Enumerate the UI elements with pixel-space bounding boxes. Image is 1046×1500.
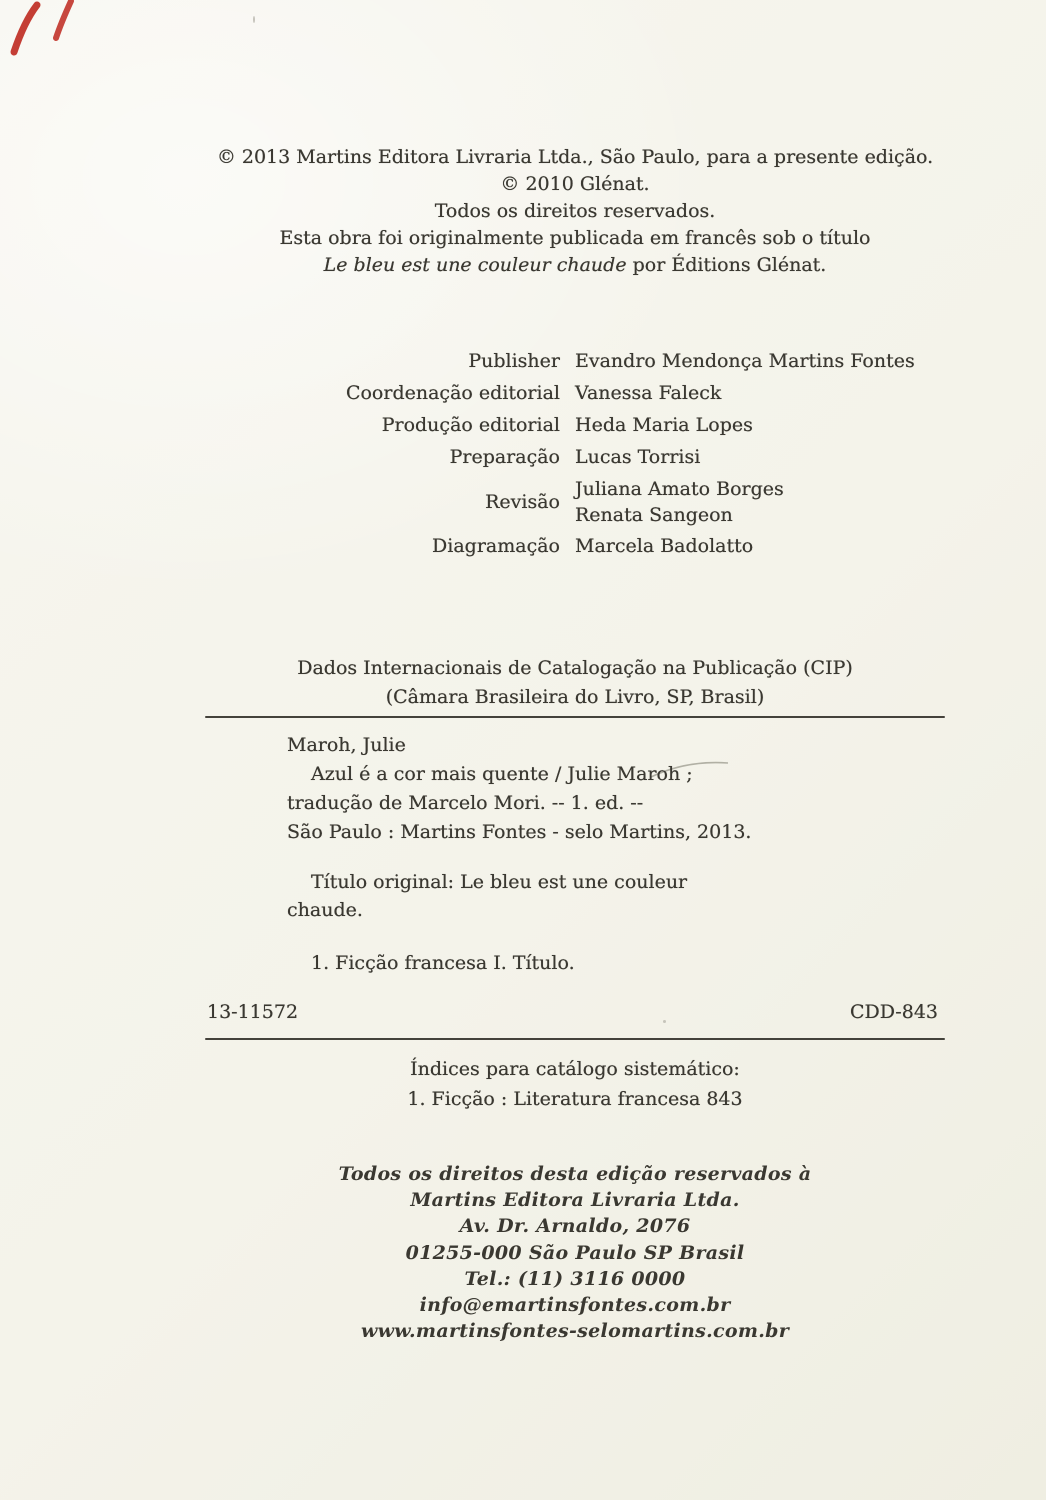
credit-value: Lucas Torrisi bbox=[575, 446, 701, 468]
imprint-line: Todos os direitos desta edição reservados à bbox=[338, 1163, 812, 1185]
copyright-line: © 2013 Martins Editora Livraria Ltda., São Paulo, para a presente edição. bbox=[216, 146, 934, 168]
credit-row bbox=[205, 348, 945, 375]
original-title-french: Le bleu est une couleur chaude bbox=[323, 254, 627, 276]
credit-row bbox=[205, 380, 945, 407]
credit-value: Juliana Amato Borges bbox=[575, 478, 784, 500]
catalog-entry-line: Maroh, Julie bbox=[287, 734, 406, 756]
credit-value: Vanessa Faleck bbox=[575, 382, 722, 404]
red-ink-mark bbox=[0, 0, 95, 62]
record-row bbox=[207, 999, 938, 1026]
catalog-entry-line: São Paulo : Martins Fontes - selo Martins, 2013. bbox=[287, 821, 752, 843]
credit-value: Renata Sangeon bbox=[575, 504, 733, 526]
catalog-original-title bbox=[287, 868, 827, 924]
credits-block bbox=[205, 348, 945, 565]
horizontal-rule bbox=[205, 716, 945, 718]
imprint-line: 01255-000 São Paulo SP Brasil bbox=[405, 1241, 745, 1264]
catalog-subject bbox=[287, 949, 827, 977]
credit-value: Marcela Badolatto bbox=[575, 535, 754, 557]
index-entry: 1. Ficção : Literatura francesa 843 bbox=[407, 1088, 743, 1110]
catalog-entry-line: tradução de Marcelo Mori. -- 1. ed. -- bbox=[287, 792, 644, 814]
imprint-email: info@emartinsfontes.com.br bbox=[419, 1294, 731, 1317]
credit-label: Diagramação bbox=[432, 535, 560, 557]
copyright-line: Todos os direitos reservados. bbox=[434, 200, 716, 222]
imprint-line: Av. Dr. Arnaldo, 2076 bbox=[459, 1215, 691, 1238]
copyright-block bbox=[205, 144, 945, 279]
publisher-imprint bbox=[205, 1161, 945, 1344]
credit-label: Produção editorial bbox=[381, 414, 560, 436]
imprint-line: Tel.: (11) 3116 0000 bbox=[464, 1267, 686, 1290]
cip-heading bbox=[205, 654, 945, 712]
horizontal-rule bbox=[205, 1038, 945, 1040]
credit-label: Preparação bbox=[449, 446, 560, 468]
credit-value: Heda Maria Lopes bbox=[575, 414, 753, 436]
credit-row bbox=[205, 412, 945, 439]
catalog-entry-line: chaude. bbox=[287, 899, 363, 921]
credit-row bbox=[205, 444, 945, 471]
catalog-entry-line: Azul é a cor mais quente / Julie Maroh ; bbox=[311, 763, 693, 785]
catalog-entry-line: 1. Ficção francesa I. Título. bbox=[311, 952, 575, 974]
credit-label: Coordenação editorial bbox=[345, 382, 560, 404]
index-heading: Índices para catálogo sistemático: bbox=[410, 1058, 740, 1080]
systematic-index bbox=[205, 1054, 945, 1114]
credit-row bbox=[205, 533, 945, 560]
cdd-code: CDD-843 bbox=[849, 1001, 938, 1023]
credit-label: Revisão bbox=[485, 491, 560, 513]
cip-heading-line: Dados Internacionais de Catalogação na Publicação (CIP) bbox=[297, 657, 853, 679]
catalog-entry-line: Título original: Le bleu est une couleur bbox=[311, 871, 688, 893]
cip-heading-line: (Câmara Brasileira do Livro, SP, Brasil) bbox=[385, 686, 765, 708]
imprint-website: www.martinsfontes-selomartins.com.br bbox=[360, 1320, 790, 1343]
page-content bbox=[205, 0, 945, 1500]
imprint-line: Martins Editora Livraria Ltda. bbox=[410, 1189, 740, 1212]
credit-value: Evandro Mendonça Martins Fontes bbox=[575, 350, 915, 372]
credit-label: Publisher bbox=[468, 350, 560, 372]
copyright-line: © 2010 Glénat. bbox=[500, 173, 650, 195]
credit-value-group bbox=[575, 476, 784, 528]
copyright-line bbox=[205, 252, 945, 279]
credit-row bbox=[205, 476, 945, 528]
record-number: 13-11572 bbox=[207, 1001, 299, 1023]
copyright-line-tail: por Éditions Glénat. bbox=[626, 254, 827, 276]
catalog-entry bbox=[287, 731, 827, 847]
copyright-line: Esta obra foi originalmente publicada em francês sob o título bbox=[279, 227, 871, 249]
